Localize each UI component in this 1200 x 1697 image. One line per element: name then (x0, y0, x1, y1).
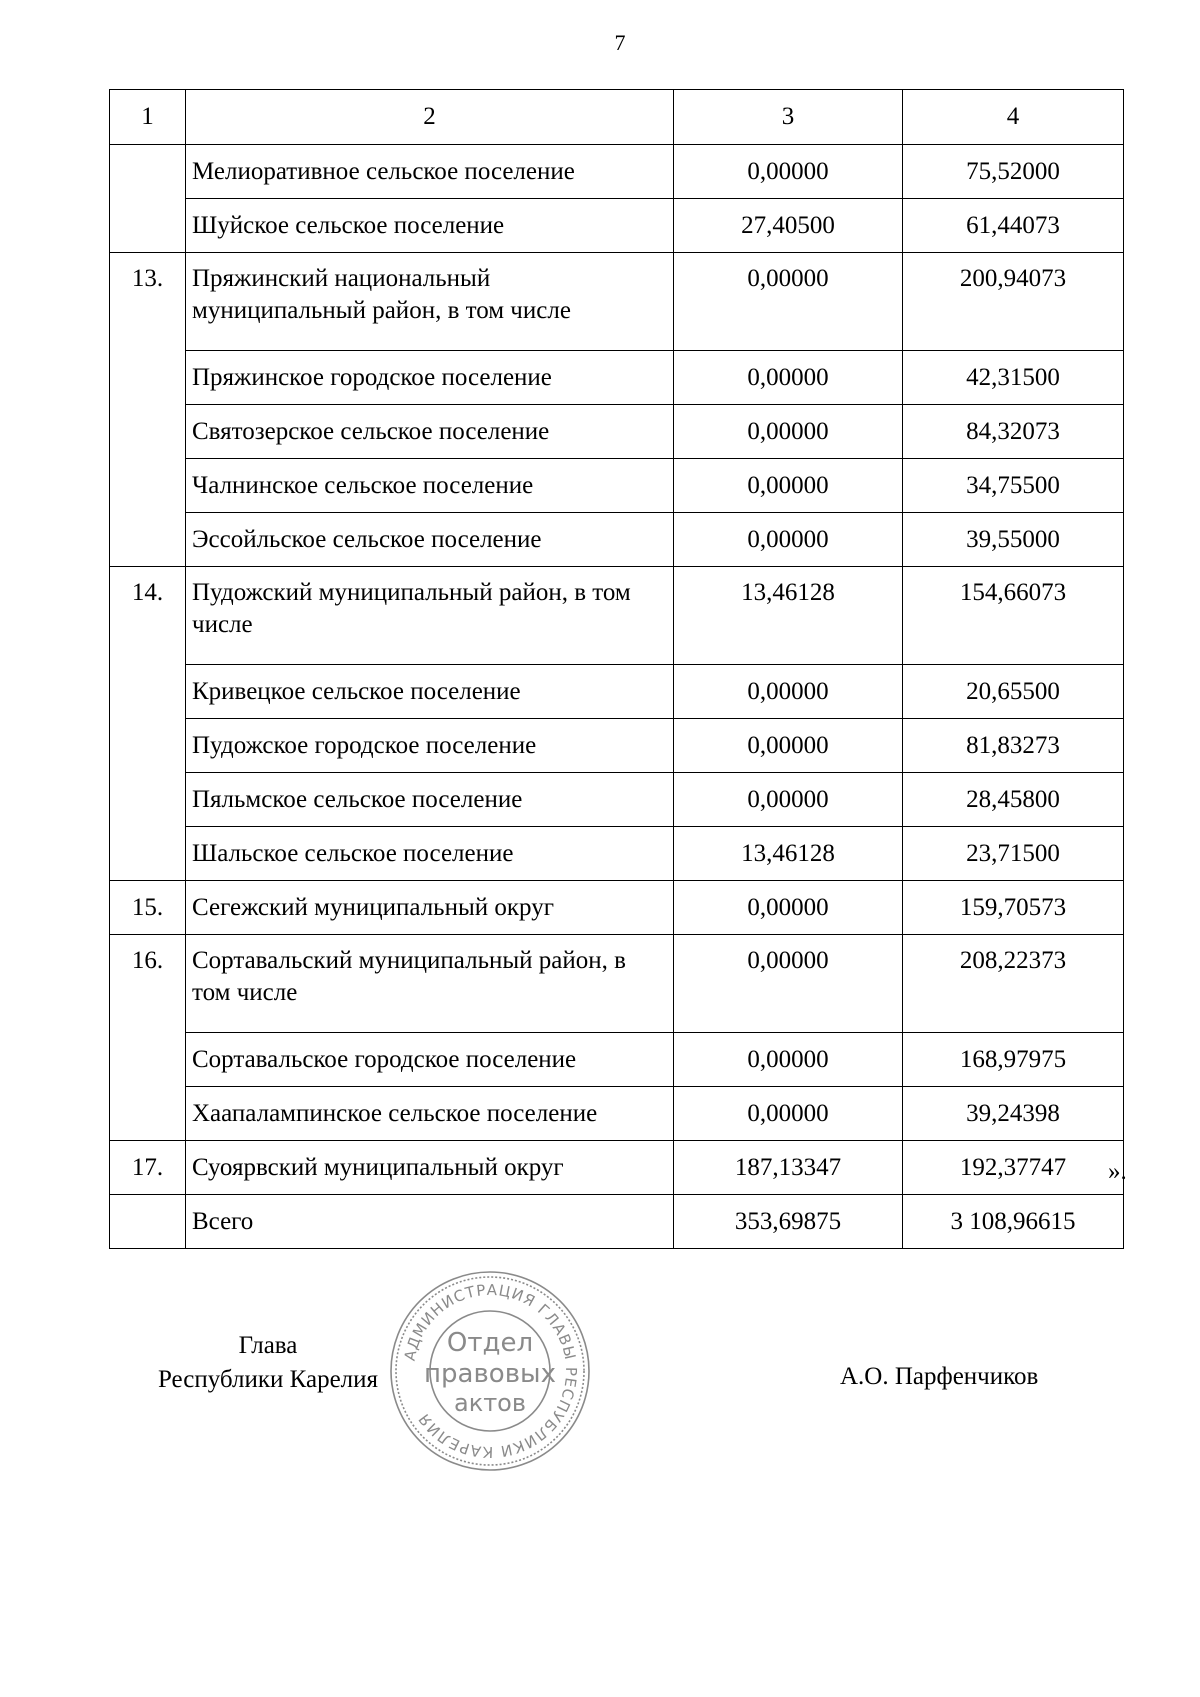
stamp-center-line1: Отдел (446, 1328, 534, 1358)
stamp-graphic (385, 1265, 595, 1477)
row-number (110, 827, 186, 881)
row-number: 15. (110, 881, 186, 935)
row-col4: 154,66073 (903, 567, 1124, 665)
row-number (110, 1033, 186, 1087)
official-stamp (385, 1265, 595, 1477)
table-row (110, 145, 1124, 199)
closing-quote: ». (1108, 1158, 1127, 1185)
row-col3: 0,00000 (674, 253, 903, 351)
row-number (110, 351, 186, 405)
table-row (110, 827, 1124, 881)
row-col4: 75,52000 (903, 145, 1124, 199)
row-col4: 200,94073 (903, 253, 1124, 351)
row-col4: 192,37747 (903, 1141, 1124, 1195)
row-col3: 0,00000 (674, 1033, 903, 1087)
stamp-ring-text: АДМИНИСТРАЦИЯ ГЛАВЫ РЕСПУБЛИКИ КАРЕЛИЯ (400, 1280, 581, 1462)
row-col4: 39,24398 (903, 1087, 1124, 1141)
row-name: Эссойльское сельское поселение (186, 513, 674, 567)
row-name: Пудожский муниципальный район, в том числе (186, 567, 674, 665)
total-label: Всего (186, 1195, 674, 1249)
row-col3: 0,00000 (674, 1087, 903, 1141)
row-col3: 0,00000 (674, 351, 903, 405)
signatory-name: А.О. Парфенчиков (840, 1363, 1039, 1390)
signatory-title (143, 1329, 393, 1397)
table-row (110, 567, 1124, 665)
header-col-1: 1 (110, 90, 186, 145)
row-name: Чалнинское сельское поселение (186, 459, 674, 513)
table-row (110, 1033, 1124, 1087)
total-row (110, 1195, 1124, 1249)
row-col4: 61,44073 (903, 199, 1124, 253)
table-row (110, 719, 1124, 773)
row-col3: 0,00000 (674, 405, 903, 459)
row-name: Хаапалампинское сельское поселение (186, 1087, 674, 1141)
row-number (110, 459, 186, 513)
total-col3: 353,69875 (674, 1195, 903, 1249)
row-col3: 0,00000 (674, 665, 903, 719)
row-col3: 0,00000 (674, 459, 903, 513)
table-row (110, 253, 1124, 351)
row-col4: 159,70573 (903, 881, 1124, 935)
row-col3: 0,00000 (674, 719, 903, 773)
row-col4: 34,75500 (903, 459, 1124, 513)
table-header-row (110, 90, 1124, 145)
row-col4: 81,83273 (903, 719, 1124, 773)
table-row (110, 199, 1124, 253)
row-number: 17. (110, 1141, 186, 1195)
row-col3: 0,00000 (674, 881, 903, 935)
row-col3: 0,00000 (674, 513, 903, 567)
table-row (110, 665, 1124, 719)
row-name: Пряжинский национальный муниципальный район, в том числе (186, 253, 674, 351)
row-name: Шальское сельское поселение (186, 827, 674, 881)
table-row (110, 351, 1124, 405)
row-number: 16. (110, 935, 186, 1033)
row-number (110, 199, 186, 253)
row-number (110, 513, 186, 567)
header-col-2: 2 (186, 90, 674, 145)
row-number (110, 405, 186, 459)
row-name: Пяльмское сельское поселение (186, 773, 674, 827)
row-col3: 187,13347 (674, 1141, 903, 1195)
table-row (110, 935, 1124, 1033)
row-col3: 13,46128 (674, 567, 903, 665)
row-name: Мелиоративное сельское поселение (186, 145, 674, 199)
row-col4: 168,97975 (903, 1033, 1124, 1087)
row-col4: 42,31500 (903, 351, 1124, 405)
row-number: 13. (110, 253, 186, 351)
row-name: Шуйское сельское поселение (186, 199, 674, 253)
row-number (110, 719, 186, 773)
row-name: Пудожское городское поселение (186, 719, 674, 773)
row-name: Кривецкое сельское поселение (186, 665, 674, 719)
table-row (110, 1087, 1124, 1141)
table-row (110, 773, 1124, 827)
total-col4: 3 108,96615 (903, 1195, 1124, 1249)
total-num-cell (110, 1195, 186, 1249)
header-col-4: 4 (903, 90, 1124, 145)
row-col4: 84,32073 (903, 405, 1124, 459)
header-col-3: 3 (674, 90, 903, 145)
row-name: Сортавальский муниципальный район, в том числе (186, 935, 674, 1033)
row-col4: 20,65500 (903, 665, 1124, 719)
page-number: 7 (614, 30, 626, 55)
row-col4: 39,55000 (903, 513, 1124, 567)
row-name: Святозерское сельское поселение (186, 405, 674, 459)
row-number (110, 665, 186, 719)
row-col3: 0,00000 (674, 773, 903, 827)
table-row (110, 881, 1124, 935)
row-col3: 13,46128 (674, 827, 903, 881)
table-row (110, 459, 1124, 513)
row-col3: 27,40500 (674, 199, 903, 253)
row-name: Пряжинское городское поселение (186, 351, 674, 405)
row-number (110, 773, 186, 827)
row-col4: 23,71500 (903, 827, 1124, 881)
row-col4: 28,45800 (903, 773, 1124, 827)
row-col3: 0,00000 (674, 145, 903, 199)
signatory-title-line1: Глава (238, 1332, 298, 1359)
row-number (110, 145, 186, 199)
table-row (110, 513, 1124, 567)
table-row (110, 1141, 1124, 1195)
stamp-center-line3: актов (453, 1389, 527, 1417)
row-name: Сегежский муниципальный округ (186, 881, 674, 935)
row-number (110, 1087, 186, 1141)
row-name: Сортавальское городское поселение (186, 1033, 674, 1087)
stamp-center-line2: правовых (424, 1359, 556, 1389)
row-col3: 0,00000 (674, 935, 903, 1033)
row-name: Суоярвский муниципальный округ (186, 1141, 674, 1195)
row-col4: 208,22373 (903, 935, 1124, 1033)
budget-table (109, 89, 1124, 1249)
table-row (110, 405, 1124, 459)
signatory-title-line2: Республики Карелия (157, 1366, 379, 1393)
row-number: 14. (110, 567, 186, 665)
